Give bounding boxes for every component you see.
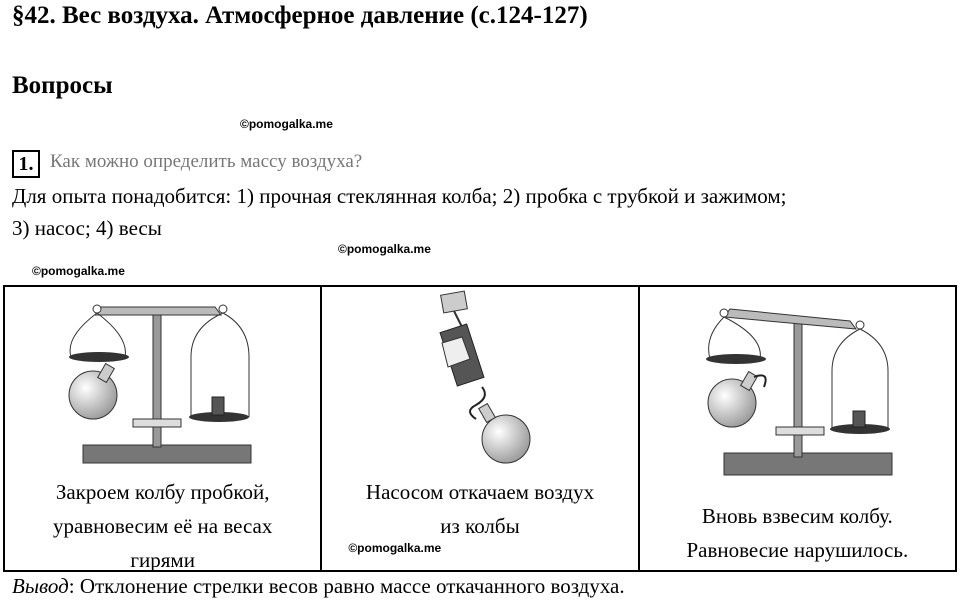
panel-2-caption: Насосом откачаем воздух из колбы [365,480,595,538]
experiment-panels [3,285,957,572]
section-heading: Вопросы [12,72,113,99]
unbalanced-scale-icon [640,287,956,487]
panel-3-caption: Вновь взвесим колбу. Равновесие нарушилось. [686,504,909,562]
balance-with-flask-icon [5,287,321,477]
pump-with-flask-icon [322,287,638,477]
page-title: §42. Вес воздуха. Атмосферное давление (с.124-127) [12,2,588,29]
panel-1 [4,286,321,571]
conclusion-text: : Отклонение стрелки весов равно массе откачанного воздуха. [68,574,625,598]
panel-3 [639,286,956,571]
conclusion-label: Вывод [12,574,69,598]
panel-2 [321,286,638,571]
watermark: ©pomogalka.me [32,264,125,278]
answer-line-1: Для опыта понадобится: 1) прочная стеклянная колба; 2) пробка с трубкой и зажимом; [12,184,787,208]
panel-1-caption: Закроем колбу пробкой, уравновесим её на весах гирями [52,480,273,572]
answer-line-2: 3) насос; 4) весы [12,216,162,240]
watermark: ©pomogalka.me [338,242,431,256]
watermark: ©pomogalka.me [240,117,333,131]
question-number: 1. [12,150,40,178]
question-text: Как можно определить массу воздуха? [50,151,363,172]
watermark: ©pomogalka.me [348,541,442,555]
conclusion [12,574,625,599]
